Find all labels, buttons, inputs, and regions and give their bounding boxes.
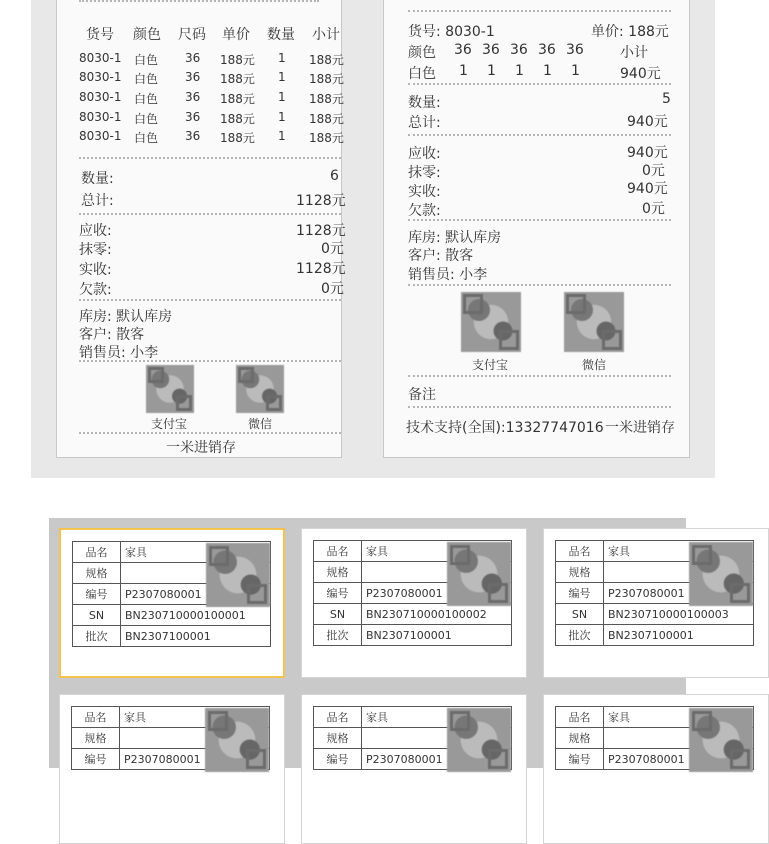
label-key: 批次 xyxy=(556,625,604,646)
label-value: P2307080001 xyxy=(604,749,754,770)
quantity-label: 数量: xyxy=(408,95,441,111)
cell: 白色 xyxy=(134,92,159,106)
cell: 188元 xyxy=(309,53,344,67)
customer-text: 客户: 散客 xyxy=(408,248,474,264)
receivable-label: 应收: xyxy=(408,146,441,162)
total-label: 总计: xyxy=(408,115,441,131)
cell: 36 xyxy=(185,70,201,84)
cell: 36 xyxy=(185,90,201,104)
support-text: 技术支持(全国):13327747016 xyxy=(406,420,604,436)
size: 36 xyxy=(454,42,472,58)
discount-value: 0元 xyxy=(321,241,344,257)
wechat-label: 微信 xyxy=(248,417,273,431)
alipay-qr-code xyxy=(146,365,194,413)
divider xyxy=(408,406,671,408)
quantity-value: 5 xyxy=(662,91,671,107)
cell: 1 xyxy=(278,51,286,65)
label-key: 规格 xyxy=(73,563,121,584)
label-value: BN230710000100003 xyxy=(604,604,754,625)
header-qty: 数量 xyxy=(267,27,295,43)
cell: 8030-1 xyxy=(79,129,122,143)
label-value: 家具 xyxy=(604,541,754,562)
label-qr-code xyxy=(447,542,511,606)
wechat-qr-code xyxy=(564,292,624,352)
total-value: 1128元 xyxy=(296,193,346,209)
label-card[interactable] xyxy=(543,528,769,678)
label-key: 编号 xyxy=(314,749,362,770)
wechat-qr-code xyxy=(236,365,284,413)
subtotal-value: 940元 xyxy=(620,66,661,82)
label-key: 品名 xyxy=(314,707,362,728)
label-qr-code xyxy=(205,708,269,772)
label-value: BN2307100001 xyxy=(604,625,754,646)
label-qr-code xyxy=(206,543,270,607)
label-key: 批次 xyxy=(73,626,121,647)
divider xyxy=(79,0,319,2)
qty: 1 xyxy=(543,63,552,79)
discount-label: 抹零: xyxy=(79,242,112,258)
label-key: 批次 xyxy=(314,625,362,646)
total-label: 总计: xyxy=(81,193,114,209)
qty: 1 xyxy=(515,63,524,79)
label-value: 家具 xyxy=(362,707,512,728)
label-value: P2307080001 xyxy=(604,583,754,604)
qty: 1 xyxy=(487,63,496,79)
receivable-label: 应收: xyxy=(79,223,112,239)
alipay-qr-code xyxy=(461,292,521,352)
label-key: 编号 xyxy=(556,749,604,770)
divider xyxy=(408,83,671,85)
label-key: 品名 xyxy=(72,707,120,728)
cell: 188元 xyxy=(220,53,255,67)
label-key: 品名 xyxy=(314,541,362,562)
receipt-template-left[interactable] xyxy=(56,0,346,458)
cell: 188元 xyxy=(309,92,344,106)
label-card[interactable] xyxy=(301,528,527,678)
owed-label: 欠款: xyxy=(408,203,441,219)
cell: 1 xyxy=(278,90,286,104)
header-price: 单价 xyxy=(222,27,250,43)
label-card[interactable] xyxy=(301,694,527,844)
label-key: 规格 xyxy=(72,728,120,749)
warehouse-text: 库房: 默认库房 xyxy=(79,309,173,325)
divider xyxy=(408,134,671,136)
divider xyxy=(79,213,341,215)
cell: 188元 xyxy=(220,112,255,126)
label-value: P2307080001 xyxy=(120,749,270,770)
remark-label: 备注 xyxy=(408,387,436,403)
header-subtotal: 小计 xyxy=(312,27,340,43)
label-value: 家具 xyxy=(121,542,271,563)
label-key: 规格 xyxy=(314,562,362,583)
alipay-label: 支付宝 xyxy=(472,358,509,372)
label-key: 编号 xyxy=(314,583,362,604)
received-label: 实收: xyxy=(79,262,112,278)
receipt-template-right[interactable] xyxy=(383,0,690,458)
size: 36 xyxy=(482,42,500,58)
owed-value: 0元 xyxy=(321,281,344,297)
qty: 1 xyxy=(459,63,468,79)
label-templates-panel xyxy=(49,518,729,768)
label-key: 编号 xyxy=(556,583,604,604)
receivable-value: 1128元 xyxy=(296,223,346,239)
quantity-value: 6 xyxy=(330,168,339,184)
cell: 1 xyxy=(278,129,286,143)
label-key: 品名 xyxy=(556,707,604,728)
cell: 8030-1 xyxy=(79,90,122,104)
cell: 8030-1 xyxy=(79,51,122,65)
label-value: BN230710000100001 xyxy=(121,605,271,626)
alipay-label: 支付宝 xyxy=(151,417,188,431)
cell: 白色 xyxy=(134,112,159,126)
cell: 188元 xyxy=(220,131,255,145)
cell: 36 xyxy=(185,129,201,143)
cell: 白色 xyxy=(134,53,159,67)
label-card[interactable] xyxy=(59,528,285,678)
cell: 白色 xyxy=(134,72,159,86)
salesperson-text: 销售员: 小李 xyxy=(79,345,159,361)
label-value: BN2307100001 xyxy=(121,626,271,647)
label-qr-code xyxy=(689,708,753,772)
footer-brand: 一米进销存 xyxy=(166,440,236,456)
label-value: P2307080001 xyxy=(362,583,512,604)
label-key: 编号 xyxy=(73,584,121,605)
label-card[interactable] xyxy=(59,694,285,844)
size: 36 xyxy=(538,42,556,58)
label-key: 规格 xyxy=(314,728,362,749)
cell: 36 xyxy=(185,110,201,124)
header-color: 颜色 xyxy=(133,27,161,43)
divider xyxy=(79,432,341,434)
label-value: P2307080001 xyxy=(121,584,271,605)
label-key: SN xyxy=(73,605,121,626)
color-label: 颜色 xyxy=(408,45,436,61)
discount-value: 0元 xyxy=(642,163,665,179)
subtotal-label: 小计 xyxy=(620,45,648,61)
label-key: 品名 xyxy=(73,542,121,563)
label-value: BN2307100001 xyxy=(362,625,512,646)
label-key: SN xyxy=(314,604,362,625)
label-qr-code xyxy=(447,708,511,772)
cell: 188元 xyxy=(220,92,255,106)
label-value: BN230710000100002 xyxy=(362,604,512,625)
white-label: 白色 xyxy=(408,66,436,82)
divider xyxy=(79,157,341,159)
label-qr-code xyxy=(689,542,753,606)
divider xyxy=(408,284,671,286)
received-value: 1128元 xyxy=(296,261,346,277)
cell: 188元 xyxy=(309,112,344,126)
divider xyxy=(408,219,671,221)
label-key: 规格 xyxy=(556,562,604,583)
qty: 1 xyxy=(571,63,580,79)
label-key: 品名 xyxy=(556,541,604,562)
received-value: 940元 xyxy=(627,181,668,197)
receipt-preview-panel xyxy=(31,0,715,478)
cell: 188元 xyxy=(309,131,344,145)
size: 36 xyxy=(510,42,528,58)
label-value: P2307080001 xyxy=(362,749,512,770)
header-item-no: 货号 xyxy=(86,27,114,43)
cell: 1 xyxy=(278,110,286,124)
cell: 188元 xyxy=(220,72,255,86)
label-key: SN xyxy=(556,604,604,625)
customer-text: 客户: 散客 xyxy=(79,327,145,343)
cell: 36 xyxy=(185,51,201,65)
discount-label: 抹零: xyxy=(408,165,441,181)
label-card[interactable] xyxy=(543,694,769,844)
quantity-label: 数量: xyxy=(81,171,114,187)
cell: 8030-1 xyxy=(79,110,122,124)
wechat-label: 微信 xyxy=(582,358,607,372)
warehouse-text: 库房: 默认库房 xyxy=(408,230,502,246)
label-key: 编号 xyxy=(72,749,120,770)
item-no: 货号: 8030-1 xyxy=(408,24,495,40)
cell: 1 xyxy=(278,70,286,84)
label-key: 规格 xyxy=(556,728,604,749)
cell: 8030-1 xyxy=(79,70,122,84)
label-value: 家具 xyxy=(362,541,512,562)
divider xyxy=(79,299,341,301)
salesperson-text: 销售员: 小李 xyxy=(408,267,488,283)
total-value: 940元 xyxy=(627,114,668,130)
divider xyxy=(408,10,671,12)
brand-text: 一米进销存 xyxy=(605,420,675,436)
receivable-value: 940元 xyxy=(627,145,668,161)
header-size: 尺码 xyxy=(178,27,206,43)
unit-price: 单价: 188元 xyxy=(591,24,669,40)
cell: 188元 xyxy=(309,72,344,86)
size: 36 xyxy=(566,42,584,58)
received-label: 实收: xyxy=(408,184,441,200)
cell: 白色 xyxy=(134,131,159,145)
owed-value: 0元 xyxy=(642,201,665,217)
label-value: 家具 xyxy=(604,707,754,728)
label-value: 家具 xyxy=(120,707,270,728)
owed-label: 欠款: xyxy=(79,282,112,298)
divider xyxy=(79,360,341,362)
divider xyxy=(408,375,671,377)
